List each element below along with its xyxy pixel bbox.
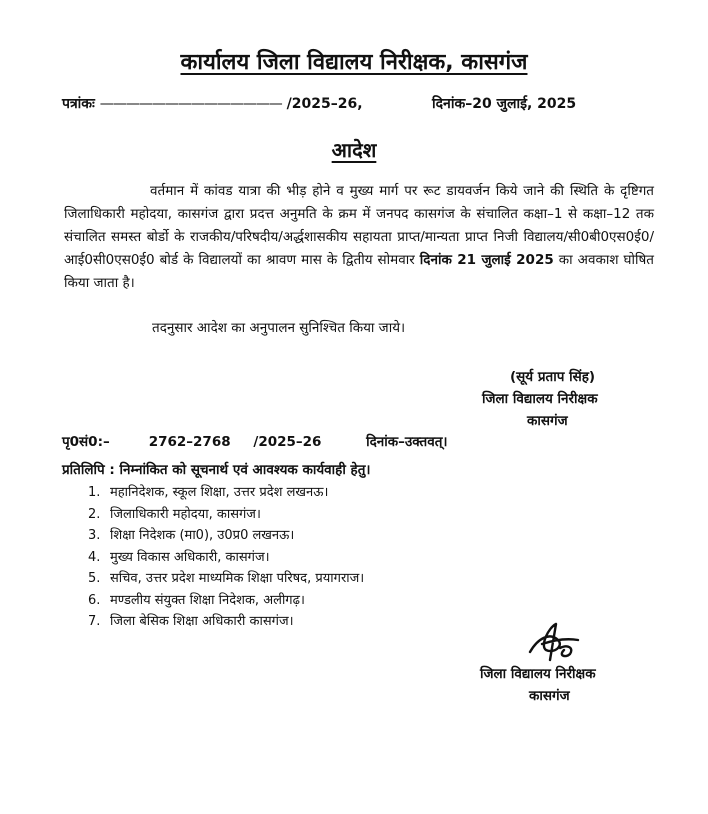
signatory-name: (सूर्य प्रताप सिंह) [510, 369, 596, 385]
body-text-2: का अवकाश घोषित किया जाता है। [64, 252, 654, 291]
signatory-place: कासगंज [527, 413, 568, 429]
list-item: 3. शिक्षा निदेशक (मा0), उ0प्र0 लखनऊ। [88, 528, 295, 543]
signatory2-designation: जिला विद्यालय निरीक्षक [480, 666, 596, 682]
compliance-paragraph: तदनुसार आदेश का अनुपालन सुनिश्चित किया जाये। [152, 320, 406, 336]
handwritten-signature [520, 618, 590, 666]
copy-to-title: प्रतिलिपि : निम्नांकित को सूचनार्थ एवं आवश्यक कार्यवाही हेतु। [62, 462, 371, 478]
order-body-paragraph [64, 180, 654, 295]
reference-dashes: —————————————— [99, 96, 282, 112]
signatory-designation: जिला विद्यालय निरीक्षक [482, 391, 598, 407]
list-item: 6. मण्डलीय संयुक्त शिक्षा निदेशक, अलीगढ़। [88, 592, 305, 608]
signatory2-place: कासगंज [529, 688, 570, 704]
body-text-1: वर्तमान में कांवड यात्रा की भीड़ होने व मुख्य मार्ग पर रूट डायवर्जन किये जाने की स्थिति के दृष्टिगत जिलाधिकारी महोदया, कासगंज द्वारा प्रदत्त अनुमति के क्रम में जनपद कासगंज के संचालित कक्षा–1 से कक्षा–12 तक संचालित समस्त बोर्डो के राजकीय/परिषदीय/अर्द्धशासकीय सहायता प्राप्त/मान्यता प्राप्त निजी विद्यालय/सी0बी0एस0ई0/आई0सी0एस0ई0 बोर्ड के विद्यालयों का श्रावण मास के द्वितीय सोमवार [64, 183, 654, 268]
list-item: 4. मुख्य विकास अधिकारी, कासगंज। [88, 549, 270, 565]
reference-label: पत्रांकः [62, 96, 95, 112]
endorsement-number: 2762–2768 [148, 434, 231, 450]
list-item: 2. जिलाधिकारी महोदया, कासगंज। [88, 506, 261, 522]
list-item: 1. महानिदेशक, स्कूल शिक्षा, उत्तर प्रदेश लखनऊ। [88, 485, 329, 500]
endorsement-label: पृ0सं0:– [62, 434, 110, 450]
office-title: कार्यालय जिला विद्यालय निरीक्षक, कासगंज [180, 50, 528, 75]
holiday-date: दिनांक 21 जुलाई 2025 [419, 252, 554, 268]
endorsement-date: दिनांक–उक्तवत्। [366, 434, 448, 450]
list-item: 7. जिला बेसिक शिक्षा अधिकारी कासगंज। [88, 614, 294, 629]
copy-to-list [88, 482, 364, 633]
reference-line [62, 94, 363, 113]
reference-date: दिनांक–20 जुलाई, 2025 [432, 96, 577, 112]
list-item: 5. सचिव, उत्तर प्रदेश माध्यमिक शिक्षा परिषद, प्रयागराज। [88, 571, 365, 586]
reference-number: /2025–26, [286, 96, 363, 112]
endorsement-line [62, 432, 448, 450]
order-heading: आदेश [331, 138, 377, 162]
endorsement-year: /2025–26 [253, 434, 322, 450]
